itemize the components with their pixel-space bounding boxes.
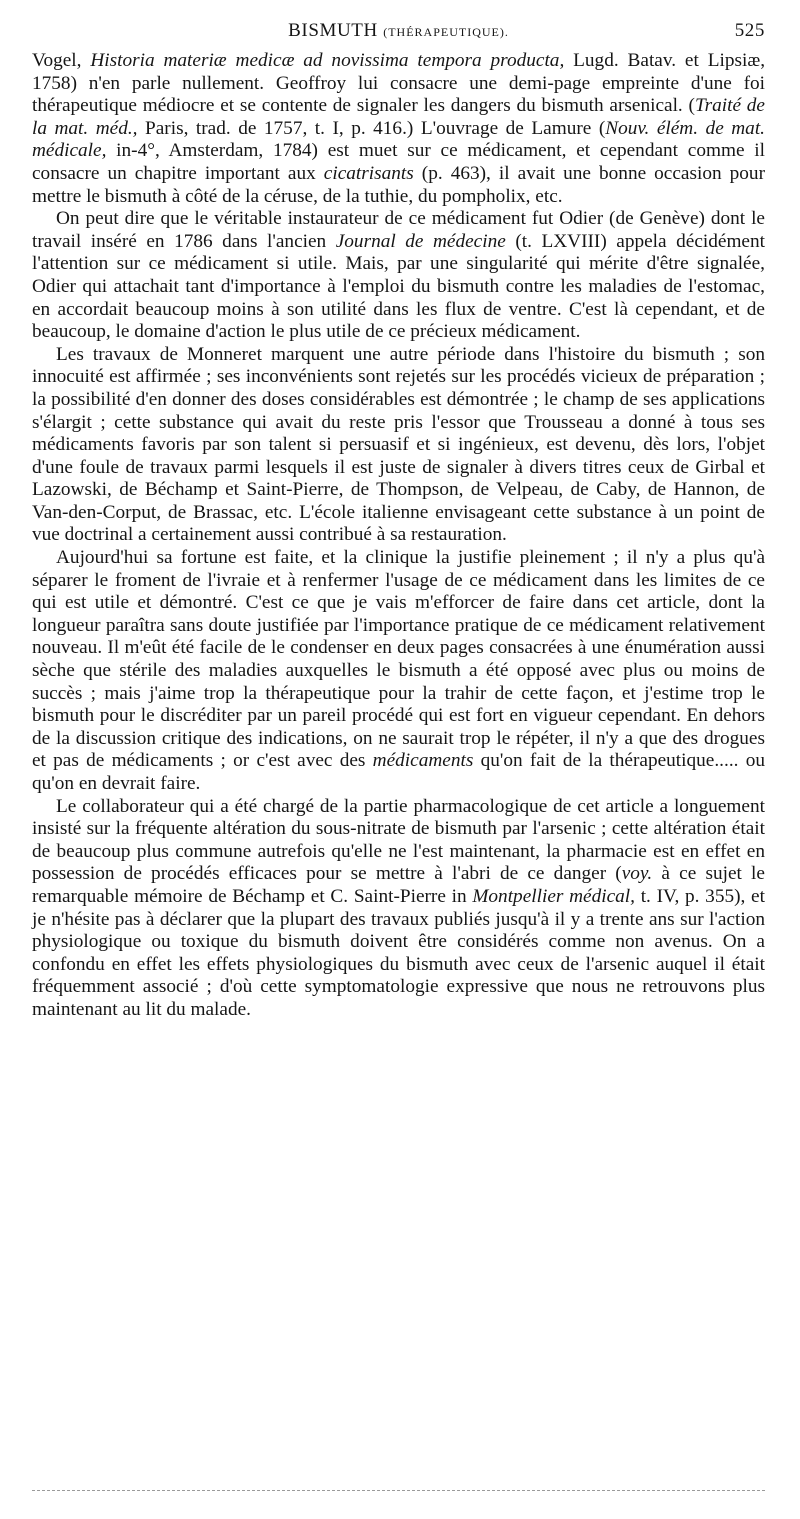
page-number: 525 [734, 20, 765, 41]
italic-text: Montpellier médical, [472, 885, 635, 907]
text-run: Le collaborateur qui a été chargé de la partie pharmacologique de cet article a longuement insisté sur la fréquente altération du sous-nitrate de bismuth par l'arsenic ; cette altération était de beaucoup plus commune autrefois qu'elle ne l'est maintenant, la pharmacie est en effet en possession de procédés efficaces pour se mettre à l'abri de ce danger ( [32, 795, 765, 885]
footer-divider [32, 1490, 765, 1491]
text-run: On peut dire que le véritable instaurateur de ce médicament fut Odier (de Genève) dont le travail inséré en 1786 dans l'ancien [32, 208, 765, 252]
text-run: Paris, trad. de 1757, t. I, p. 416.) L'ouvrage de Lamure ( [137, 117, 606, 139]
running-title-main: BISMUTH [288, 20, 378, 41]
running-header [32, 20, 765, 50]
paragraph [32, 547, 765, 796]
text-run: Vogel, [32, 50, 91, 71]
document-page [32, 20, 765, 1022]
paragraph [32, 208, 765, 344]
text-run: qu'on fait de la thérapeutique..... ou qu'on en devrait faire. [32, 750, 765, 794]
text-run: t. IV, p. 355), et je n'hésite pas à déclarer que la plupart des travaux publiés jusqu'à il y a trente ans sur l'action physiologique ou toxique du bismuth doivent être considérés comme non avenus. On a confondu en effet les effets physiologiques du bismuth avec ceux de l'arsenic auquel il était fréquemment associé ; d'où cette symptomatologie expressive que nous ne retrouvons plus maintenant au lit du malade. [32, 885, 765, 1020]
text-run: in-4°, Amsterdam, 1784) est muet sur ce médicament, et cependant comme il consacre un chapitre important aux [32, 140, 765, 184]
italic-text: médicaments [372, 750, 474, 772]
body-text [32, 50, 765, 1022]
italic-text: cicatrisants [323, 162, 414, 184]
running-title [32, 20, 765, 42]
paragraph [32, 50, 765, 208]
text-run: (p. 463), il avait une bonne occasion pour mettre le bismuth à côté de la céruse, de la tuthie, du pompholix, etc. [32, 162, 765, 207]
text-run: à ce sujet le remarquable mémoire de Béchamp et C. Saint-Pierre in [32, 863, 765, 907]
italic-text: Journal de médecine [335, 230, 506, 252]
text-run: Lugd. Batav. et Lipsiæ, 1758) n'en parle nullement. Geoffroy lui consacre une demi-page empreinte d'une foi thérapeutique médiocre et se contente de signaler les dangers du bismuth arsenical. ( [32, 50, 766, 117]
italic-text: Nouv. élém. de mat. médicale, [32, 117, 765, 162]
italic-text: Historia materiæ medicæ ad novissima tempora producta, [90, 50, 565, 71]
paragraph [32, 796, 765, 1022]
italic-text: Traité de la mat. méd., [32, 95, 765, 139]
text-run: Aujourd'hui sa fortune est faite, et la clinique la justifie pleinement ; il n'y a plus qu'à séparer le froment de l'ivraie et à renfermer l'usage de ce médicament dans les limites de ce qui est utile et démontré. C'est ce que je vais m'efforcer de faire dans cet article, dont la longueur paraîtra sans doute justifiée par l'importance pratique de ce médicament relativement nouveau. Il m'eût été facile de le condenser en deux pages consacrées à une énumération aussi sèche que stérile des maladies auxquelles le bismuth a été opposé avec plus ou moins de succès ; mais j'aime trop la thérapeutique pour la trahir de cette façon, et j'estime trop le bismuth pour le discréditer par un pareil procédé qui est fort en vigueur cependant. En dehors de la discussion critique des indications, on ne saurait trop le répéter, il n'y a que des drogues et pas de médicaments ; or c'est avec des [32, 547, 765, 772]
paragraph [32, 344, 765, 547]
running-title-sub: (THÉRAPEUTIQUE). [383, 25, 509, 39]
text-run: (t. LXVIII) appela décidément l'attention sur ce médicament si utile. Mais, par une singularité qui mérite d'être signalée, Odier qui attachait tant d'importance à l'emploi du bismuth contre les maladies de l'estomac, en accordait beaucoup moins à son utilité dans les flux de ventre. C'est là cependant, et de beaucoup, le domaine d'action le plus utile de ce précieux médicament. [32, 230, 765, 343]
text-run: Les travaux de Monneret marquent une autre période dans l'histoire du bismuth ; son innocuité est affirmée ; ses inconvénients sont rejetés sur les procédés vicieux de préparation ; la possibilité d'en donner des doses considérables est démontrée ; le champ de ses applications s'élargit ; cette substance qui avait du reste pris l'essor que Trousseau a donné à tous ses médicaments favoris par son talent si persuasif et si ingénieux, est devenu, dès lors, l'objet d'une foule de travaux parmi lesquels il est juste de signaler à divers titres ceux de Girbal et Lazowski, de Béchamp et Saint-Pierre, de Thompson, de Velpeau, de Caby, de Hannon, de Van-den-Corput, de Brassac, etc. L'école italienne envisageant cette substance à un point de vue doctrinal a certainement aussi contribué à sa restauration. [32, 343, 765, 546]
italic-text: voy. [621, 863, 653, 885]
